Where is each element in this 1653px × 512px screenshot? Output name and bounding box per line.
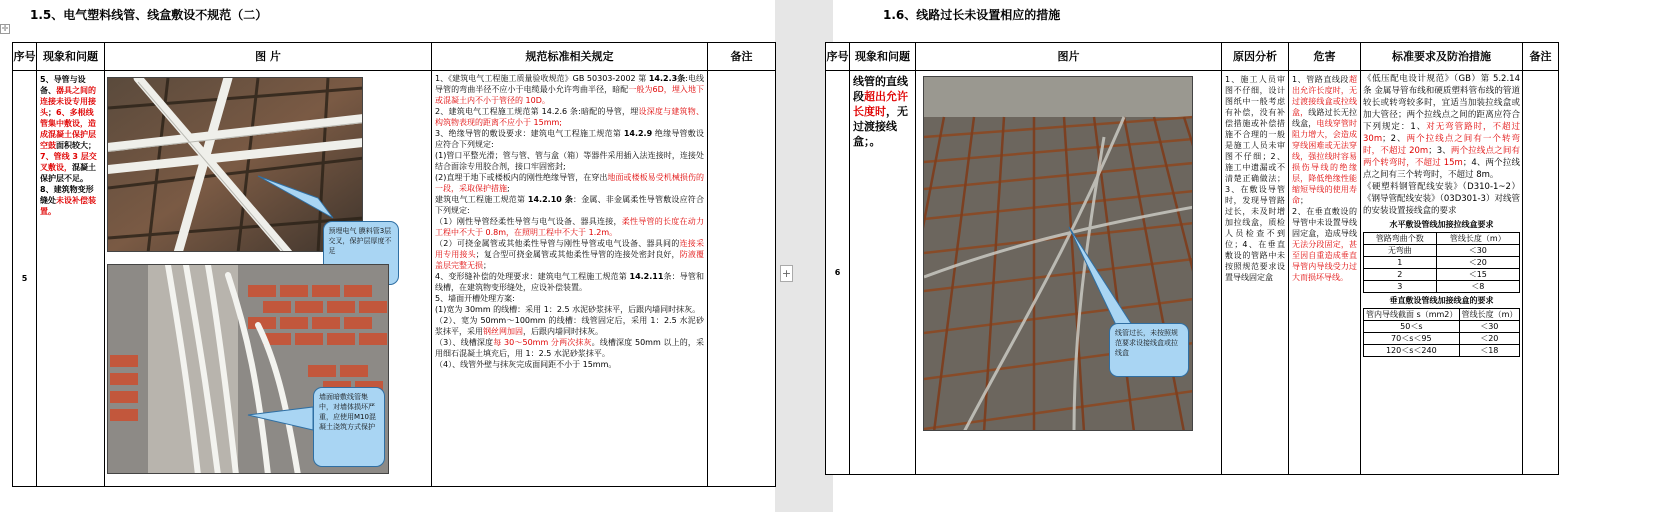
table-row	[1364, 281, 1520, 293]
harm-run: 1、管路直线段	[1292, 75, 1349, 84]
standard-run: 连接采用专用接头	[435, 239, 704, 259]
phenomenon-run: 6、多根线管集中敷设，造成混凝土保护层空鼓	[40, 108, 96, 150]
standard-run: 《硬塑料钢管配线安装》（D310-1~2）《钢导管配线安装》（03D301-3）对线管的安装设置接线盒的要求	[1363, 182, 1520, 216]
standard-paragraph	[435, 359, 704, 370]
standard-paragraph	[435, 194, 704, 216]
standard-run: 钢丝网加固	[483, 327, 523, 336]
row-number: 6	[826, 71, 850, 475]
standard-run: (2)直埋于地下或楼板内的刚性绝缘导管，在穿出	[435, 173, 608, 182]
standard-paragraph	[1363, 73, 1520, 181]
standard-run: 两个拉线点之间有一个转弯时，不超过 20m	[1363, 134, 1520, 156]
mini-table-header: 管线长度（m）	[1459, 309, 1519, 321]
standard-paragraph	[435, 73, 704, 106]
mini-table-cell: ＜30	[1436, 245, 1519, 257]
phenomenon-run: 。	[869, 135, 881, 148]
header-cause: 原因分析	[1222, 43, 1289, 71]
harm-paragraph	[1292, 74, 1357, 206]
standard-run: ；复合型可挠金属管或其他柔性导管的连接处密封良好，	[475, 250, 680, 259]
right-section-title: 1.6、线路过长未设置相应的措施	[883, 8, 1061, 22]
standard-run: 14.2.10 条	[527, 195, 574, 204]
table-row	[1364, 321, 1520, 333]
standard-paragraph	[435, 150, 704, 172]
standard-run: 1、《建筑电气工程施工质量验收规范》GB 50303-2002 第	[435, 74, 649, 83]
standard-run: (1)管口平整光滑；管与管、管与盒（箱）等器件采用插入法连接时，连接处结合面涂专用胶合剂，接口牢固密封;	[435, 151, 704, 171]
standard-run: 柔性导管的长度在动力工程中不大于 0.8m，在照明工程中不大于 1.2m。	[435, 217, 705, 237]
harm-run: 超出允许长度时，无过渡接线盒或拉线盒，	[1292, 75, 1357, 117]
mini-table-cell: 2	[1364, 269, 1437, 281]
standard-paragraph	[435, 128, 704, 150]
left-issue-table	[12, 42, 776, 487]
standard-run: ，后跟内墙同时抹灰。	[523, 327, 603, 336]
callout-long-conduit: 线管过长，未按照规范要求设接线盒或拉线盒	[1109, 323, 1189, 377]
mini-table-cell: ＜8	[1436, 281, 1519, 293]
photo-wall-pipes	[107, 264, 389, 474]
callout-wall-pipes: 墙面暗敷线管集中，对墙体损坏严重，应使用M10混凝土浇筑方式保护	[313, 387, 385, 467]
standard-run: （3）、线槽深度	[435, 338, 494, 347]
standard-run: 地面或楼板易受机械损伤的一段，采取保护措施	[435, 173, 704, 193]
remark-cell	[1523, 71, 1559, 475]
standard-run: ；	[483, 261, 491, 270]
harm-text	[1289, 71, 1361, 475]
mini-table-header: 管内导线截面 s（mm2）	[1364, 309, 1460, 321]
standard-paragraph	[435, 216, 704, 238]
standard-text	[1363, 73, 1520, 217]
table-row	[1364, 245, 1520, 257]
standard-paragraph	[435, 106, 704, 128]
standard-run: 设深度与建筑物、构筑物表现的距离不应小于 15mm;	[435, 107, 704, 127]
mini-table-header: 管路弯曲个数	[1364, 233, 1437, 245]
standard-paragraph	[435, 238, 704, 271]
header-harm: 危害	[1289, 43, 1361, 71]
standard-run: ；4、两个拉线点之间有三个转弯时，不超过 8m。	[1363, 158, 1520, 180]
standard-paragraph	[435, 293, 704, 304]
mini-table-cell: 3	[1364, 281, 1437, 293]
header-seq: 序号	[826, 43, 850, 71]
standard-run: 5、墙面开槽处理方案:	[435, 294, 515, 303]
standard-run: 4、变形缝补偿的处理要求：建筑电气工程施工规范第	[435, 272, 630, 281]
table1-caption: 水平敷设管线加接拉线盒要求	[1389, 220, 1494, 229]
table-row	[1364, 269, 1520, 281]
header-seq: 序号	[13, 43, 37, 71]
mini-table-cell: ＜20	[1459, 333, 1519, 345]
phenomenon-run: 线管的直线段	[853, 75, 908, 103]
phenomenon-run: 5、导管与设备、	[40, 75, 86, 95]
standard-run: 2、建筑电气工程施工规范第 14.2.6 条:暗配的导管，埋	[435, 107, 639, 116]
harm-paragraph	[1292, 206, 1357, 283]
standard-cell	[1361, 71, 1523, 475]
standard-paragraph	[435, 304, 704, 315]
horizontal-pull-box-table	[1363, 232, 1520, 293]
standard-run: 14.2.11	[629, 272, 664, 281]
phenomenon-run: 未设补偿装置。	[40, 196, 96, 216]
standard-run: 《低压配电设计规范》（GB）第 5.2.14 条 金属导管布线和硬质塑料管布线的管道较长或转弯较多时，宜适当加装拉线盒或加大管径；两个拉线点之间的距离应符合下列规定：1、	[1363, 74, 1520, 132]
mini-table-cell: ＜15	[1436, 269, 1519, 281]
phenomenon-run: 7、管线 3 层交叉敷设，	[40, 152, 97, 172]
standard-run: 14.2.3条	[648, 74, 686, 83]
mini-table-cell: 50＜s	[1364, 321, 1460, 333]
phenomenon-run: 混凝土保护层不足。	[40, 163, 96, 183]
standard-run: 对无弯管路时，不超过 30m	[1363, 122, 1520, 144]
header-image: 图 片	[105, 43, 432, 71]
standard-paragraph	[435, 337, 704, 359]
standard-run: 建筑电气工程施工规范第	[435, 195, 528, 204]
standard-run: ;	[507, 184, 510, 193]
phenomenon-run: 超出允许长度时	[853, 90, 908, 118]
phenomenon-run: 8、建筑物变形缝处	[40, 185, 94, 205]
standard-paragraph	[1363, 181, 1520, 217]
photo-rebar-conduits	[923, 76, 1193, 431]
standard-run: 防液覆盖层完整无损	[435, 250, 704, 270]
table-row	[1364, 333, 1520, 345]
phenomenon-run: ；	[48, 108, 56, 117]
standard-run: 绝缘导管敷设应符合下列规定:	[435, 129, 704, 149]
harm-run: 无法分段固定，甚至因自重造成垂直导管内导线受力过大而损坏导线。	[1292, 240, 1357, 282]
phenomenon-text	[37, 71, 105, 487]
table2-caption: 垂直敷设管线加接线盒的要求	[1389, 296, 1494, 305]
phenomenon-text	[850, 71, 916, 475]
left-section-title: 1.5、电气塑料线管、线盒敷设不规范（二）	[30, 8, 268, 22]
header-remark: 备注	[1523, 43, 1559, 71]
cause-text: 1、施工人员审图不仔细，设计图纸中一般考虑有补偿，没有补偿措施或补偿措施不合理的一般是施工人员未审图不仔细；2、施工中遗漏或不清楚正确做法；3、在敷设导管时，发现导管路过长，未及时增加拉线盒，质检人员检查不到位；4、在垂直敷设的管路中未按照规范要求设置导线固定盒	[1222, 71, 1289, 475]
mini-table-header: 管线长度（m）	[1436, 233, 1519, 245]
mini-table-cell: 70＜s＜95	[1364, 333, 1460, 345]
standard-run: 14.2.9	[623, 129, 653, 138]
header-phenomenon: 现象和问题	[37, 43, 105, 71]
standard-paragraph	[435, 315, 704, 337]
standard-run: 3、绝缘导管的敷设要求：建筑电气工程施工规范第	[435, 129, 624, 138]
standard-run: ；3、	[1428, 146, 1451, 156]
phenomenon-run: ，无过渡接线盒；	[853, 105, 908, 148]
standard-run: ；2、	[1382, 134, 1407, 144]
mini-table-cell: ＜30	[1459, 321, 1519, 333]
harm-run: 线路过长无拉线盒，	[1292, 108, 1358, 128]
header-standard: 标准要求及防治措施	[1361, 43, 1523, 71]
standard-run: ：金属、非金属柔性导管敷设应符合下列规定:	[435, 195, 704, 215]
harm-run: 2、在垂直敷设的导管中未设置导线固定盒，造成导线	[1292, 207, 1357, 238]
table-row	[1364, 345, 1520, 357]
harm-run: ；	[1300, 196, 1308, 205]
standard-paragraph	[435, 172, 704, 194]
standard-run: 每 30～50mm 分两次抹灰	[493, 338, 592, 347]
add-column-icon[interactable]: +	[781, 267, 792, 280]
table-row	[1364, 257, 1520, 269]
row-number: 5	[13, 71, 37, 487]
remark-cell	[708, 71, 776, 487]
standard-run: （4）、线管外壁与抹灰完成面间距不小于 15mm。	[435, 360, 617, 369]
standard-run: 。线槽深度 50mm 以上的，采用细石混凝土填充后，用 1：2.5 水泥砂浆抹平。	[435, 338, 704, 358]
standard-run: （1）刚性导管经柔性导管与电气设备、器具连接，	[435, 217, 622, 226]
callout-pipe-crossing: 预埋电气 膜料管3层交叉，保护层厚度不足	[323, 221, 399, 285]
mini-table-cell: 无弯曲	[1364, 245, 1437, 257]
phenomenon-run: 面积较大；	[56, 141, 96, 150]
mini-table-cell: 1	[1364, 257, 1437, 269]
table-move-handle-icon[interactable]: ✛	[1, 24, 9, 33]
standard-run: :电线导管的弯曲半径不应小于电缆最小允许弯曲半径，暗配	[435, 74, 705, 94]
standard-run: （2）可挠金属管或其他柔性导管与刚性导管或电气设备、器具间的	[435, 239, 680, 248]
image-cell	[105, 71, 432, 487]
standard-paragraph	[435, 271, 704, 293]
mini-table-cell: ＜20	[1436, 257, 1519, 269]
header-remark: 备注	[708, 43, 776, 71]
standard-run: (1)宽为 30mm 的线槽：采用 1：2.5 水泥砂浆抹平，后跟内墙同时抹灰。	[435, 305, 701, 314]
header-standard: 规范标准相关规定	[432, 43, 708, 71]
harm-run: 电线穿管时阻力增大，会造成穿线困难或无法穿线，强拉线时容易损伤导线的绝缘层，降低绝缘性能缩短导线的使用寿命	[1292, 119, 1358, 205]
standard-run: 一般为6D，埋入地下或混凝土内不小于管径的 10D。	[435, 85, 704, 105]
phenomenon-run: 器具之间的连接未设专用接头	[40, 86, 96, 117]
header-phenomenon: 现象和问题	[850, 43, 916, 71]
standard-text	[432, 71, 708, 487]
standard-run: 条：导管和线槽，在建筑物变形缝处，应设补偿装置。	[435, 272, 704, 292]
header-image: 图片	[916, 43, 1222, 71]
standard-run: （2）、宽为 50mm～100mm 的线槽：线管固定后，采用 1：2.5 水泥砂浆抹平，采用	[435, 316, 704, 336]
image-cell	[916, 71, 1222, 475]
mini-table-cell: ＜18	[1459, 345, 1519, 357]
right-issue-table	[825, 42, 1559, 475]
standard-run: 两个拉线点之间有两个转弯时，不超过 15m	[1363, 146, 1520, 168]
vertical-junction-box-table	[1363, 308, 1520, 357]
mini-table-cell: 120＜s＜240	[1364, 345, 1460, 357]
